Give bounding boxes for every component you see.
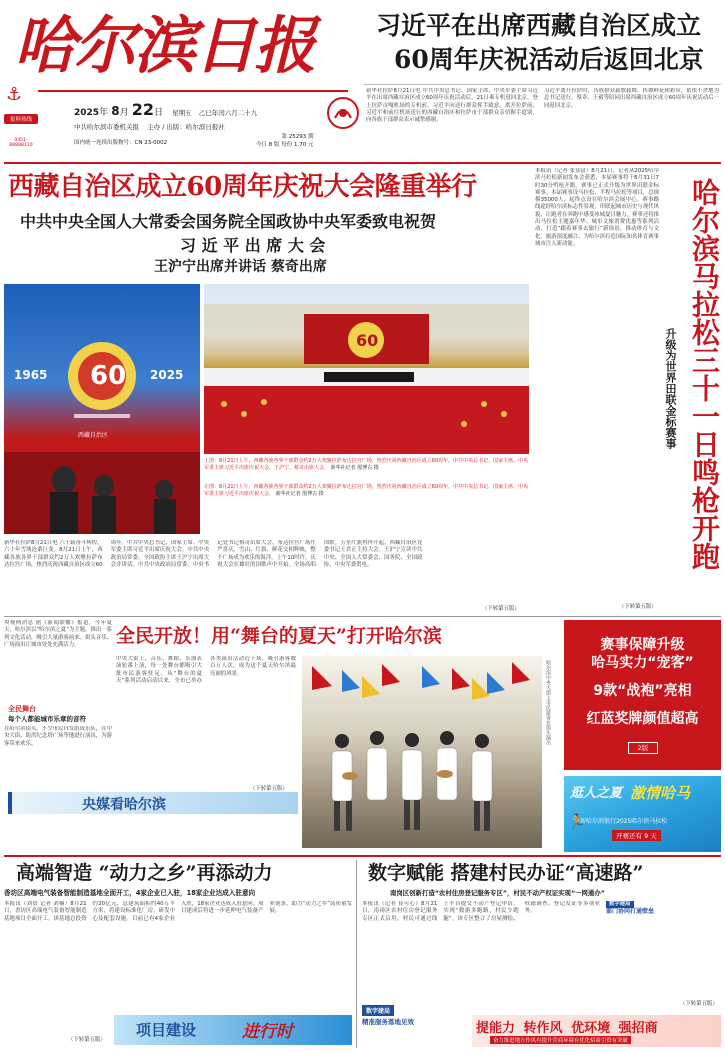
top-story-headline-1: 习近平在出席西藏自治区成立 (376, 11, 702, 40)
kaifang-story[interactable] (4, 620, 556, 852)
marathon-story[interactable] (535, 168, 721, 613)
kaifang-left-sub2: 每个人都能城市乐章的音符 (8, 715, 86, 723)
industry-headline: 高端智造 “动力之乡”再添动力 (16, 862, 273, 884)
main-headline: 西藏自治区成立60周年庆祝大会隆重举行 (8, 172, 477, 202)
project-banner-label-1: 项目建设 (136, 1021, 197, 1039)
marathon-ad-box[interactable] (564, 776, 721, 852)
date-line: 2025年 8月 22日 星期五 乙巳年闰六月二十九 (74, 100, 258, 119)
ad-slogan-1: 逛人之夏 (570, 786, 623, 801)
sports-promo-box[interactable] (564, 620, 721, 770)
banner-word-3: 优环境 (571, 1021, 611, 1036)
top-story-body-right: 习近平离开拉萨时，各族群众载歌载舞，挥舞鲜花和彩带，依依不舍地为总书记送行。蔡奇、王毅等陪同出席西藏自治区成立60周年庆祝活动后一同返回北京。 (544, 88, 719, 109)
digital-tag-2: 部门协同打通壁垒 (606, 908, 655, 916)
main-story[interactable] (4, 168, 531, 613)
banner-word-4: 强招商 (618, 1021, 658, 1036)
top-story-body-left: 新华社拉萨8月21日电 中共中央总书记、国家主席、中央军委主席习近平在出席西藏自治区成立60周年庆祝活动后，21日乘专机返回北京。登上拉萨贡嘎机场的专机前，习近平向送行群众挥手致意。离开拉萨前，习近平和前往机场送行的西藏自治区和拉萨市干部群众亲切握手道别，向各族干部群众表示诚挚感谢。 (366, 88, 538, 124)
newspaper-title: 哈尔滨日报 (14, 9, 315, 82)
runner-icon: 🏃 (568, 814, 586, 830)
svg-text:60: 60 (90, 361, 127, 391)
sports-page-tag[interactable]: 2版 (628, 742, 658, 754)
main-subhead-2: 习 近 平 出 席 大 会 (180, 236, 326, 255)
ad-countdown: 开赛还有 9 天 (612, 830, 661, 841)
kaifang-left-body2: 在哈尔滨街头，不少市民自发组成乐队，在中央大街、防洪纪念塔广场等地进行演出，为游客带来欢乐。 (4, 726, 112, 747)
kaifang-left-body: 央视网消息 据《新闻联播》报道，今年夏天，哈尔滨以“哈尔滨之夏”为主题，推出一系列文化活动，吸引大量游客前来。街头音乐、广场演出让城市处处充满活力。 (4, 620, 112, 648)
project-banner-label-2: 进行时 (242, 1022, 293, 1042)
industry-body: 本报讯（刘晨 记者 刘楠）8月21日，香坊区高端电气装备智能制造基地项目全面开工。该基地总投资约20亿元，总建筑面积约40万平方米，将建设标准化厂房、研发中心及配套设施。目前已有4家企业入驻，18家企业达成入驻意向。项目建成后将进一步延伸电气装备产业链条，助力“动力之乡”高质量发展。 (4, 901, 352, 922)
top-story-headline-2: 60周年庆祝活动后返回北京 (394, 45, 704, 74)
top-story[interactable] (364, 4, 721, 159)
media-tag-label: 央媒看哈尔滨 (82, 797, 166, 813)
kaifang-headline: 全民开放！用“舞台的夏天”打开哈尔滨 (116, 625, 442, 647)
industry-continued: （下转第五版） (68, 1037, 106, 1043)
anchor-icon: ⚓ (6, 84, 23, 105)
ceremony-photo-left (4, 284, 200, 534)
org-line: 中共哈尔滨市委机关报 主办 / 出版：哈尔滨日报社 (74, 123, 225, 131)
marathon-vertical-subhead: 升级为世界田联金标赛事 (664, 328, 677, 449)
marathon-continued: （下转第五版） (619, 604, 657, 610)
project-banner (114, 1015, 352, 1045)
main-subhead-3: 王沪宁出席并讲话 蔡奇出席 (154, 259, 327, 275)
ceremony-photo-right (204, 284, 529, 454)
issn-line: 国内统一连续出版物号：CN 23-0002 (74, 140, 168, 146)
digital-continued: （下转第五版） (680, 1001, 718, 1007)
digital-tag-3: 精准服务落地见效 (362, 1018, 414, 1026)
ad-bank-line: 新哈尔滨银行2025哈尔滨马拉松 (580, 818, 668, 825)
industry-story[interactable] (4, 859, 352, 1049)
main-subhead-1: 中共中央全国人大常委会国务院全国政协中央军委致电祝贺 (20, 212, 437, 231)
marathon-body: 本报讯（记者 张显富）8月21日，记者从2025哈尔滨马拉松新闻发布会获悉，本届赛事将于8月31日7时30分鸣枪开跑。赛事已正式升级为世界田联金标赛事。本届赛事设马拉松、半程马拉松等项目，总规模35000人，起终点设在哈尔滨会展中心。赛事路线途经哈尔滨标志性景观，串联起城市历史与现代风貌，让跑者在奔跑中感受冰城夏日魅力。赛事还将推出马拉松主题嘉年华、城市文旅消费优惠等系列活动，打造“跟着赛事去旅行”新场景，推动体育与文化、旅游深度融合，为哈尔滨打造国际知名体育赛事城市注入新动能。 (535, 168, 659, 247)
kaifang-left-sub1: 全民舞台 (8, 705, 36, 713)
masthead (4, 4, 360, 159)
city-emblem-icon (326, 96, 360, 130)
sports-line-2: 哈马实力“宠客” (591, 655, 694, 671)
ad-slogan-2: 激情哈马 (630, 784, 691, 802)
banner-word-2: 转作风 (523, 1021, 563, 1036)
media-tag-banner (8, 792, 298, 814)
main-story-continued: （下转第五版） (482, 606, 520, 612)
concert-photo-caption: 哈尔滨中央大街上市民游客在街头演出 (545, 660, 551, 745)
red-rule (38, 90, 348, 92)
marathon-vertical-headline: 哈尔滨马拉松三十一日鸣枪开跑 (688, 178, 721, 570)
digital-body-right (606, 901, 721, 1001)
sports-line-3: 9款“战袍”亮相 (593, 683, 692, 699)
photo-year-right: 2025 (150, 368, 184, 382)
street-concert-photo (302, 656, 542, 848)
digital-tag-2-label: 数字建局 (606, 901, 634, 908)
kaifang-body: 中央大街上，音乐、舞蹈、乐器表演轮番上演，每一处舞台都吸引大批市民游客驻足。从“舞台的夏天”系列活动启动以来，全市已举办各类演出活动近千场，吸引游客数百万人次，成为这个夏天哈尔滨最亮丽的风景。 (116, 656, 296, 684)
digital-subhead: 南岗区创新打造“农村住房登记服务专区”，村民不动产权证实现“一网通办” (390, 889, 605, 897)
banner-subline: 奋力推进地方作风有提升营商环境有优化招商引资有突破 (490, 1036, 631, 1044)
digital-body: 本报讯（记者 崔可心）8月21日，南岗区农村住房登记服务专区正式启用，村民可通过线上平台提交不动产登记申请，实现“数据多跑路，村民少跑腿”。该专区整合了房屋测绘、权籍调查、登记发证等多项业务。 (362, 901, 600, 922)
sports-line-1: 赛事保障升级 (600, 637, 685, 653)
sports-line-4: 红蓝奖牌颜值超高 (586, 711, 699, 727)
digital-tag-1: 数字建局 (362, 1005, 394, 1016)
main-story-body: 新华社拉萨8月21日电 六十载奋斗辉煌，六十年雪域沧桑巨变。8月21日上午，西藏各族各界干部群众约2万人欢聚拉萨布达拉宫广场，热烈庆祝西藏自治区成立60周年。中共中央总书记、国家主席、中央军委主席习近平出席庆祝大会。中共中央政治局常委、全国政协主席王沪宁出席大会并讲话。中共中央政治局常委、中央书记处书记蔡奇出席大会。布达拉宫广场庄严喜庆，雪山、红旗、鲜花交相辉映，整个广场成为欢乐的海洋。上午10时许，庆祝大会在雄壮的国歌声中开始。全场高唱国歌。五星红旗冉冉升起。西藏自治区党委书记王君正主持大会。王沪宁宣读中共中央、全国人大常委会、国务院、全国政协、中央军委贺电。 (4, 540, 423, 568)
issue-info: 第 25293 期 今日 8 版 每份 1.70 元 (256, 134, 314, 148)
banner-word-1: 提能力 (476, 1021, 516, 1036)
digital-headline: 数字赋能 搭建村民办证“高速路” (368, 862, 644, 884)
svg-text:60: 60 (356, 331, 379, 350)
photo-caption-2: 左图：8月21日上午，西藏各族各界干部群众约2万人欢聚拉萨布达拉宫广场，热烈庆祝西藏自治区成立60周年。中共中央总书记、国家主席、中央军委主席习近平出席庆祝大会。 新华社记者 殷博古 摄 (204, 484, 529, 497)
photo-label: 西藏自治区 (78, 432, 109, 439)
hotline-badge: 报料热线 0451-88888110 (4, 114, 38, 148)
work-style-banner (472, 1015, 721, 1047)
photo-caption-1: 上图：8月21日上午，西藏各族各界干部群众约2万人欢聚拉萨布达拉宫广场，热烈庆祝西藏自治区成立60周年。中共中央总书记、国家主席、中央军委主席习近平出席庆祝大会。王沪宁、蔡奇出席大会。 新华社记者 殷博古 摄 (204, 458, 529, 471)
photo-year-left: 1965 (14, 368, 48, 382)
digital-story[interactable] (362, 859, 721, 1049)
kaifang-continued: （下转第五版） (250, 786, 288, 792)
industry-subhead: 香坊区高端电气装备智能制造基地全面开工，4家企业已入驻，18家企业达成入驻意向 (4, 889, 256, 897)
